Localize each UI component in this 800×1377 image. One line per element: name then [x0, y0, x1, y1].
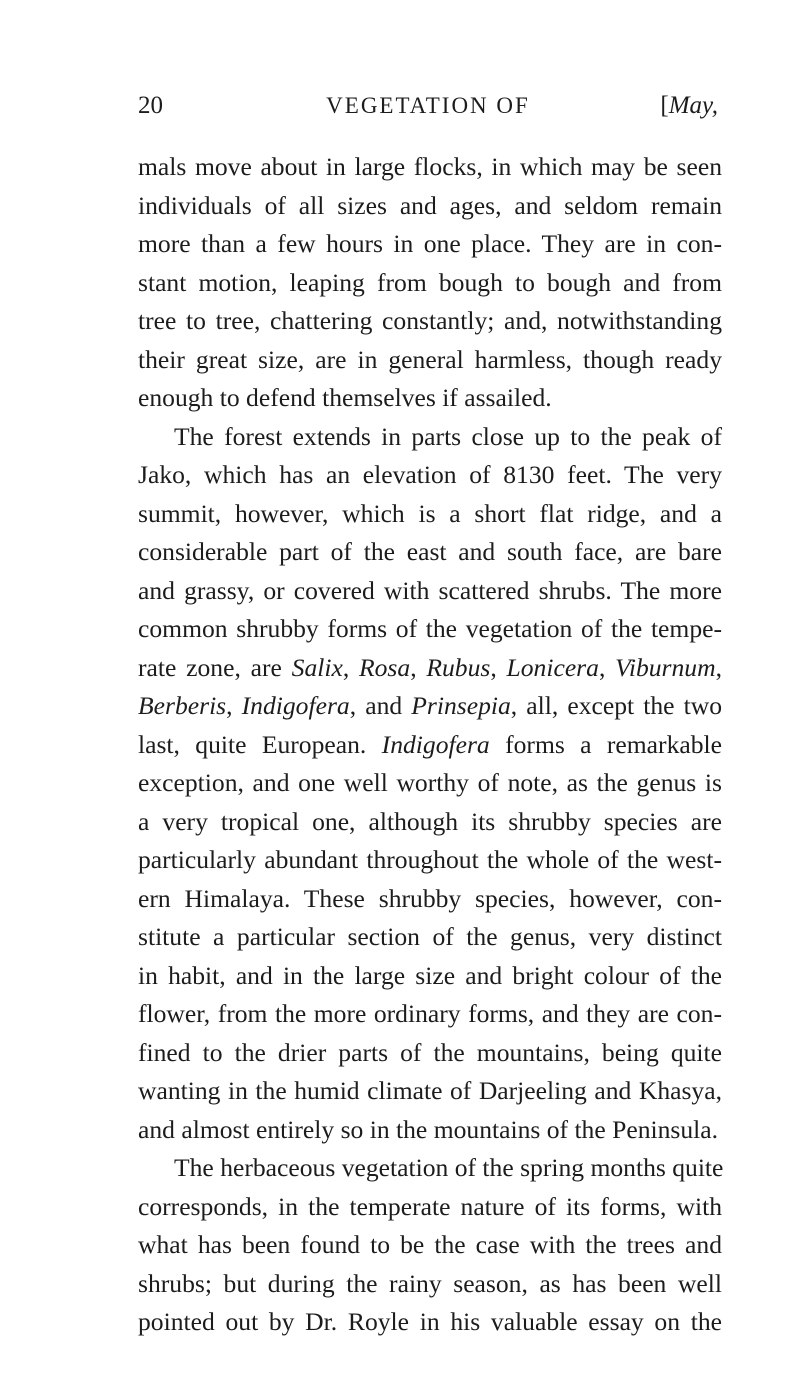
text-segment: forms a remarkable: [489, 729, 722, 759]
text-segment: last, quite European.: [138, 729, 382, 759]
body-text: [138, 148, 722, 1342]
text-line: ern Himalaya. These shrubby species, however, con-: [138, 883, 722, 913]
text-line: a very tropical one, although its shrubby species are: [138, 806, 722, 836]
text-line: pointed out by Dr. Royle in his valuable essay on the: [138, 1307, 722, 1336]
genus-name: Indigofera: [381, 729, 490, 759]
text-line: corresponds, in the temperate nature of its forms, with: [138, 1191, 722, 1221]
running-date: [660, 86, 718, 126]
text-line: fined to the drier parts of the mountains, being quite: [138, 1037, 722, 1067]
genus-name: Salix: [291, 652, 343, 682]
text-line: what has been found to be the case with the trees and: [138, 1230, 722, 1259]
text-line: more than a few hours in one place. They are in con-: [138, 229, 722, 258]
text-line: and grassy, or covered with scattered shrubs. The more: [138, 575, 722, 605]
genus-name: Rubus: [426, 652, 491, 682]
genus-name: Indigofera: [241, 691, 350, 720]
running-date-bracket: [: [660, 92, 669, 119]
text-line: and almost entirely so in the mountains of the Peninsula.: [138, 1114, 719, 1144]
text-line: shrubs; but during the rainy season, as has been well: [138, 1268, 722, 1298]
text-segment: ,: [410, 652, 427, 682]
text-line: summit, however, which is a short flat ridge, and a: [138, 498, 722, 528]
text-line: [138, 687, 722, 726]
text-line: [138, 726, 722, 765]
page-header: [138, 86, 718, 126]
text-line: wanting in the humid climate of Darjeeling and Khasya,: [138, 1076, 722, 1105]
text-line: enough to defend themselves if assailed.: [138, 383, 552, 412]
running-date-text: May,: [668, 92, 718, 119]
text-line: their great size, are in general harmless, though ready: [138, 344, 722, 374]
text-segment: ,: [715, 652, 722, 682]
genus-name: Rosa: [359, 652, 411, 682]
text-segment: ,: [490, 652, 507, 682]
page-number: 20: [138, 92, 163, 119]
text-segment: ,: [598, 652, 616, 682]
text-segment: ,: [226, 691, 242, 720]
text-line: stant motion, leaping from bough to bough and from: [138, 267, 722, 297]
text-line: stitute a particular section of the genus, very distinct: [138, 922, 722, 951]
genus-name: Prinsepia: [411, 691, 511, 720]
text-segment: , and: [349, 691, 412, 720]
genus-name: Berberis: [138, 691, 227, 720]
text-line: exception, and one well worthy of note, as the genus is: [138, 768, 722, 797]
genus-name: Viburnum: [615, 652, 716, 682]
text-segment: , all, except the two: [510, 691, 722, 720]
text-line: flower, from the more ordinary forms, and they are con-: [138, 999, 722, 1028]
text-segment: rate zone, are: [138, 652, 292, 682]
text-line: individuals of all sizes and ages, and seldom remain: [138, 190, 722, 220]
text-line: mals move about in large flocks, in which may be seen: [138, 152, 722, 181]
text-line: common shrubby forms of the vegetation of the tempe-: [138, 614, 722, 643]
running-title: VEGETATION OF: [326, 93, 530, 118]
text-line: [138, 649, 722, 688]
text-line: The forest extends in parts close up to the peak of: [174, 421, 722, 451]
text-line: particularly abundant throughout the whole of the west-: [138, 845, 722, 874]
text-line: in habit, and in the large size and bright colour of the: [138, 960, 722, 990]
text-line: The herbaceous vegetation of the spring months quite: [174, 1153, 724, 1182]
text-segment: ,: [342, 652, 359, 682]
text-line: considerable part of the east and south face, are bare: [138, 537, 722, 566]
text-line: tree to tree, chattering constantly; and, notwithstanding: [138, 306, 722, 335]
text-line: Jako, which has an elevation of 8130 feet. The very: [138, 460, 722, 489]
genus-name: Lonicera: [506, 652, 599, 682]
